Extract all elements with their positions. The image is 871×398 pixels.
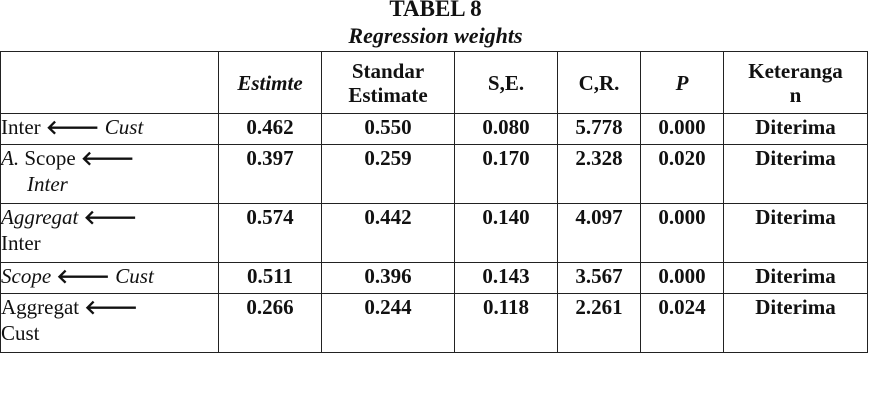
keterangan-cell: Diterima (724, 263, 868, 294)
header-row (1, 52, 868, 114)
cr-cell: 2.261 (558, 294, 641, 353)
header-std-line2: Estimate (348, 82, 428, 107)
se-cell: 0.143 (455, 263, 558, 294)
path-to: Inter (1, 231, 41, 255)
table-row (1, 204, 868, 263)
left-arrow-icon: 🡐 (84, 295, 139, 319)
regression-weights-table (0, 51, 868, 353)
header-estimate: Estimte (219, 52, 322, 114)
path-from: Scope (1, 264, 52, 288)
p-cell: 0.020 (641, 145, 724, 204)
keterangan-cell: Diterima (724, 294, 868, 353)
cr-cell: 2.328 (558, 145, 641, 204)
std-estimate-cell: 0.550 (322, 114, 455, 145)
header-standard-estimate (322, 52, 455, 114)
estimate-cell: 0.397 (219, 145, 322, 204)
path-to: Inter (27, 172, 68, 196)
std-estimate-cell: 0.396 (322, 263, 455, 294)
table-caption (0, 0, 871, 51)
left-arrow-icon: 🡐 (45, 115, 100, 139)
se-cell: 0.170 (455, 145, 558, 204)
table-subtitle: Regression weights (348, 23, 523, 48)
table-row (1, 263, 868, 294)
table-row (1, 145, 868, 204)
header-ket-line1: Keteranga (748, 58, 843, 83)
p-cell: 0.000 (641, 114, 724, 145)
std-estimate-cell: 0.259 (322, 145, 455, 204)
cr-cell: 3.567 (558, 263, 641, 294)
cr-cell: 5.778 (558, 114, 641, 145)
std-estimate-cell: 0.442 (322, 204, 455, 263)
cr-cell: 4.097 (558, 204, 641, 263)
estimate-cell: 0.574 (219, 204, 322, 263)
path-from-prefix: A. (1, 146, 20, 170)
table-row (1, 294, 868, 353)
keterangan-cell: Diterima (724, 114, 868, 145)
path-from: Inter (1, 115, 41, 139)
header-std-line1: Standar (351, 58, 425, 83)
se-cell: 0.140 (455, 204, 558, 263)
header-cr: C,R. (558, 52, 641, 114)
table-row (1, 114, 868, 145)
estimate-cell: 0.266 (219, 294, 322, 353)
p-cell: 0.024 (641, 294, 724, 353)
path-cell (1, 204, 219, 263)
path-cell (1, 294, 219, 353)
p-cell: 0.000 (641, 204, 724, 263)
left-arrow-icon: 🡐 (83, 205, 138, 229)
p-cell: 0.000 (641, 263, 724, 294)
path-from: Aggregat (1, 205, 79, 229)
path-cell (1, 145, 219, 204)
path-to: Cust (104, 115, 144, 139)
path-from: Aggregat (1, 295, 80, 319)
std-estimate-cell: 0.244 (322, 294, 455, 353)
keterangan-cell: Diterima (724, 204, 868, 263)
se-cell: 0.118 (455, 294, 558, 353)
path-to: Cust (1, 321, 40, 345)
left-arrow-icon: 🡐 (80, 146, 135, 170)
keterangan-cell: Diterima (724, 145, 868, 204)
path-cell (1, 114, 219, 145)
header-ket-line2: n (789, 82, 802, 107)
header-keterangan (724, 52, 868, 114)
header-path (1, 52, 219, 114)
se-cell: 0.080 (455, 114, 558, 145)
estimate-cell: 0.462 (219, 114, 322, 145)
estimate-cell: 0.511 (219, 263, 322, 294)
header-se: S,E. (455, 52, 558, 114)
table-title: TABEL 8 (389, 0, 482, 21)
left-arrow-icon: 🡐 (56, 264, 111, 288)
path-cell (1, 263, 219, 294)
path-from: Scope (19, 146, 76, 170)
path-to: Cust (115, 264, 154, 288)
header-p: P (641, 52, 724, 114)
